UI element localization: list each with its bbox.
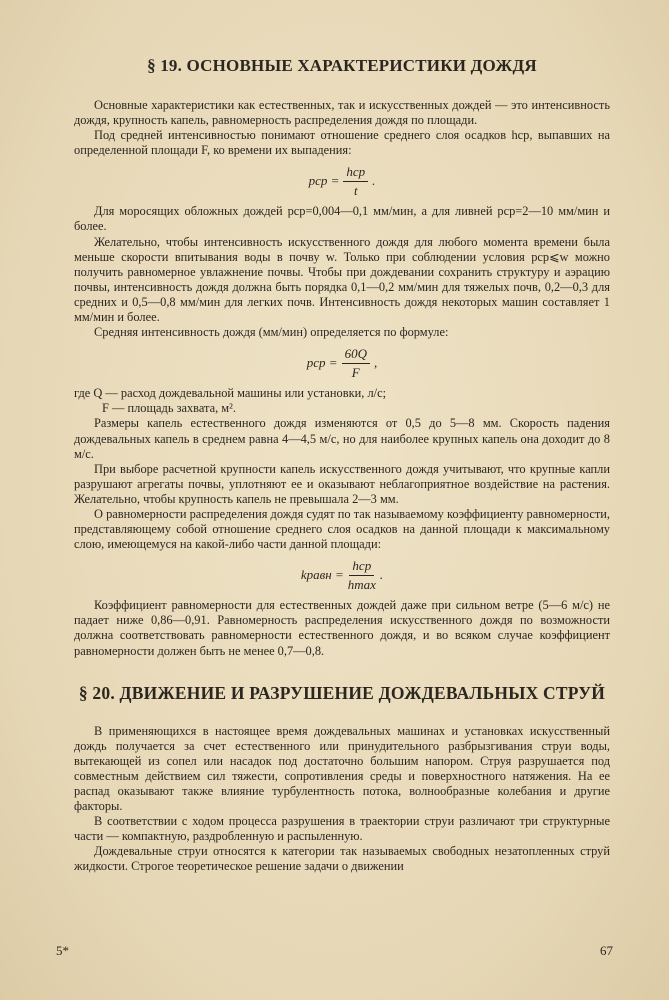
paragraph: О равномерности распределения дождя судят по так называемому коэффициенту равномерности, представляющему собой отношение среднего слоя осадков на данной площади к максимальному слою, имеющемуся на какой-либо части данной площади:	[74, 506, 610, 552]
fraction-denominator: F	[351, 364, 360, 380]
page-content	[74, 56, 610, 875]
formula-uniformity	[74, 552, 610, 598]
formula-tail: .	[372, 173, 376, 189]
paragraph: При выборе расчетной крупности капель искусственного дождя учитывают, что крупные капли разрушают агрегаты почвы, уплотняют ее и оказывают неблагоприятное воздействие на растения. Желательно, чтобы крупность капель не превышала 2—3 мм.	[74, 461, 610, 506]
fraction-numerator: hср	[343, 164, 368, 182]
paragraph: В применяющихся в настоящее время дождевальных машинах и установках искусственный дождь получается за счет естественного или принудительного разбрызгивания струи воды, вытекающей из сопел или насадок под достаточно большим напором. Струя разрушается под совместным действием сил тяжести, сопротивления среды и поверхностного натяжения. На ее распад оказывают также влияние турбулентность потока, волнообразные колебания и другие факторы.	[74, 723, 610, 814]
paragraph: Размеры капель естественного дождя изменяются от 0,5 до 5—8 мм. Скорость падения дождевальных капель в среднем равна 4—4,5 м/с, но для наиболее крупных капель она доходит до 8 м/с.	[74, 416, 610, 461]
fraction	[348, 558, 376, 593]
legend-line: где Q — расход дождевальной машины или установки, л/с;	[74, 386, 387, 401]
formula-average-intensity	[74, 340, 610, 386]
printer-signature: 5*	[56, 943, 69, 958]
formula-lhs: kравн =	[300, 567, 344, 583]
page-number: 67	[600, 943, 613, 958]
paragraph: Основные характеристики как естественных, так и искусственных дождей — это интенсивность дождя, крупность капель, равномерность распределения дождя по площади.	[74, 98, 610, 128]
fraction-denominator: hmax	[347, 576, 376, 592]
fraction-numerator: hср	[349, 558, 374, 576]
formula-lhs: pср =	[308, 173, 340, 189]
section-20-title: § 20. ДВИЖЕНИЕ И РАЗРУШЕНИЕ ДОЖДЕВАЛЬНЫХ СТРУЙ	[78, 682, 606, 703]
fraction	[342, 346, 370, 381]
paragraph: Для моросящих обложных дождей pср=0,004—0,1 мм/мин, а для ливней pср=2—10 мм/мин и более.	[74, 204, 610, 234]
paragraph: Под средней интенсивностью понимают отношение среднего слоя осадков hср, выпавших на определенной площади F, ко времени их выпадения:	[74, 128, 610, 158]
formula-lhs: pср =	[306, 355, 338, 371]
page-footer	[56, 943, 613, 959]
formula-intensity	[74, 158, 610, 204]
formula-tail: ,	[373, 355, 378, 371]
formula-legend	[74, 386, 610, 416]
fraction-numerator: 60Q	[342, 346, 370, 364]
paragraph: Коэффициент равномерности для естественных дождей даже при сильном ветре (5—6 м/с) не падает ниже 0,86—0,91. Равномерность распределения искусственного дождя по возможности должна соответствовать равномерности естественного дождя, и во всяком случае коэффициент равномерности должен быть не менее 0,7—0,8.	[74, 598, 610, 658]
paragraph: В соответствии с ходом процесса разрушения в траектории струи различают три структурные части — компактную, раздробленную и распыленную.	[74, 814, 610, 844]
paragraph: Желательно, чтобы интенсивность искусственного дождя для любого момента времени была меньше скорости впитывания воды в почву w. Только при соблюдении условия pср⩽w можно получить равномерное увлажнение почвы. Чтобы при дождевании сохранить структуру и аэрацию почвы, интенсивность дождя должна быть порядка 0,1—0,2 мм/мин для тяжелых почв, 0,2—0,3 для средних и 0,5—0,8 мм/мин для легких почв. Интенсивность дождя некоторых машин составляет 1 мм/мин и более.	[74, 234, 610, 325]
section-19-title: § 19. ОСНОВНЫЕ ХАРАКТЕРИСТИКИ ДОЖДЯ	[147, 56, 537, 75]
paragraph: Средняя интенсивность дождя (мм/мин) определяется по формуле:	[94, 325, 449, 340]
paragraph: Дождевальные струи относятся к категории так называемых свободных незатопленных струй жидкости. Строгое теоретическое решение задачи о движении	[74, 844, 610, 874]
fraction-denominator: t	[353, 182, 358, 198]
fraction	[343, 164, 368, 199]
formula-tail: .	[379, 567, 384, 583]
legend-line: F — площадь захвата, м².	[102, 401, 236, 416]
